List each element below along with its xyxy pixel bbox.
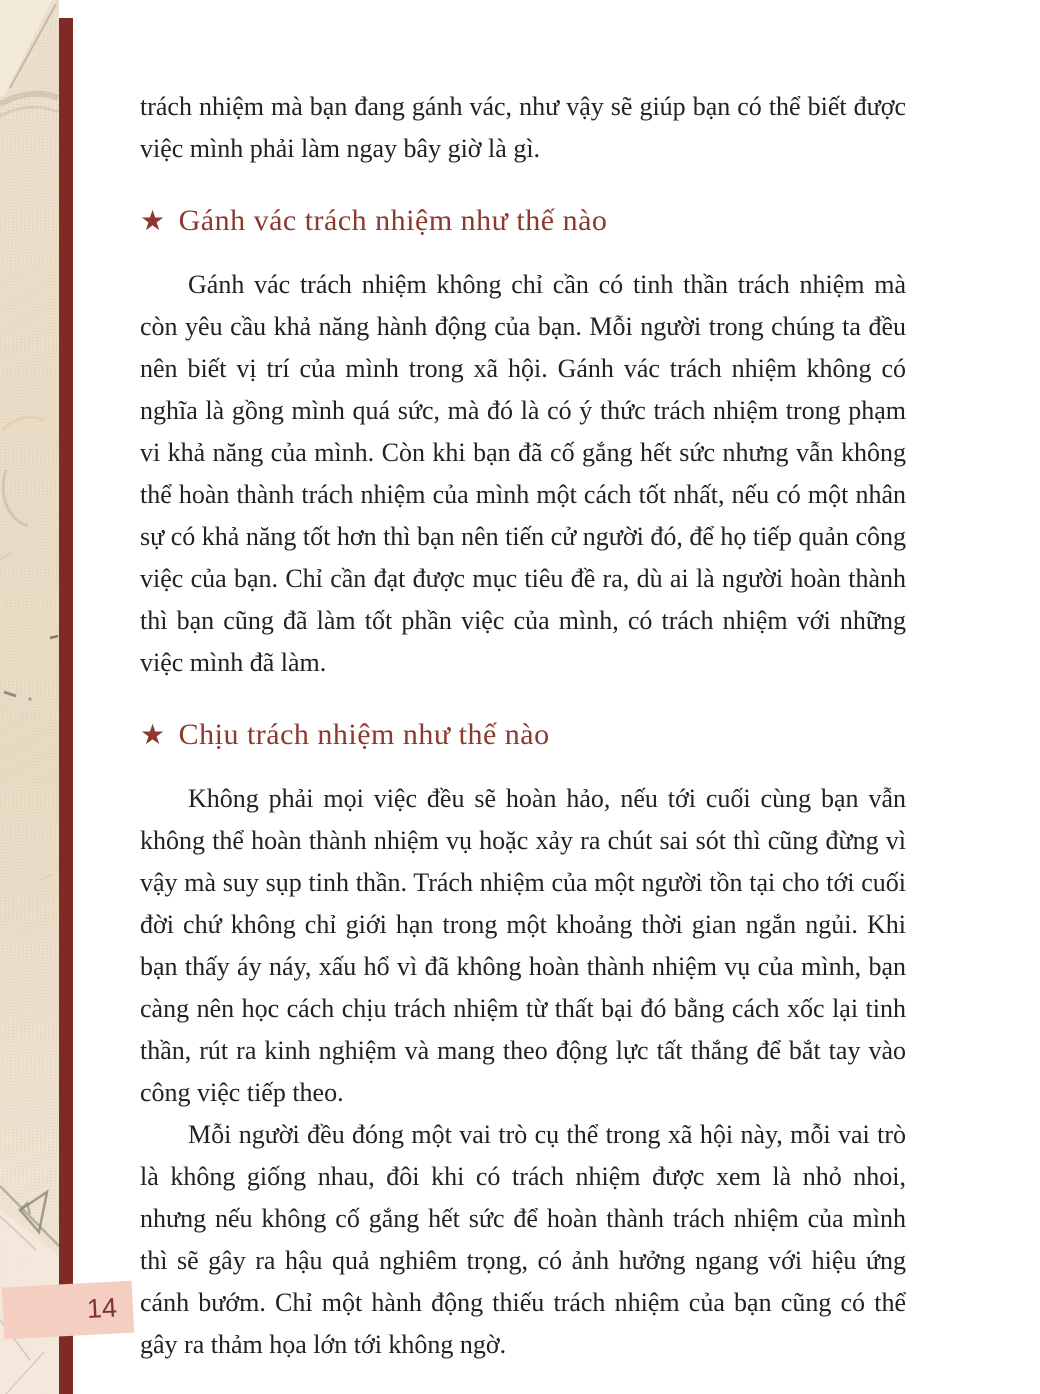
accent-bar	[59, 18, 73, 1394]
paragraph-continuation: trách nhiệm mà bạn đang gánh vác, như vậy sẽ giúp bạn có thể biết được việc mình phải làm ngay bây giờ là gì.	[140, 92, 906, 163]
section-heading-1-text: Gánh vác trách nhiệm như thế nào	[178, 204, 608, 237]
section-heading-2	[140, 715, 906, 756]
page-number-box	[2, 1281, 135, 1340]
star-icon: ★	[140, 720, 166, 751]
section-1-paragraph-1: Gánh vác trách nhiệm không chỉ cần có tinh thần trách nhiệm mà còn yêu cầu khả năng hành động của bạn. Mỗi người trong chúng ta đều nên biết vị trí của mình trong xã hội. Gánh vác trách nhiệm không có nghĩa là gồng mình quá sức, mà đó là có ý thức trách nhiệm trong phạm vi khả năng của mình. Còn khi bạn đã cố gắng hết sức nhưng vẫn không thể hoàn thành trách nhiệm của mình một cách tốt nhất, nếu có một nhân sự có khả năng tốt hơn thì bạn nên tiến cử người đó, để họ tiếp quản công việc của bạn. Chỉ cần đạt được mục tiêu đề ra, dù ai là người hoàn thành thì bạn cũng đã làm tốt phần việc của mình, có trách nhiệm với những việc mình đã làm.	[140, 270, 906, 677]
page-number: 14	[86, 1291, 118, 1324]
star-icon: ★	[140, 206, 166, 237]
section-2-paragraph-2: Mỗi người đều đóng một vai trò cụ thể trong xã hội này, mỗi vai trò là không giống nhau, đôi khi có trách nhiệm được xem là nhỏ nhoi, nhưng nếu không cố gắng hết sức để hoàn thành trách nhiệm của mình thì sẽ gây ra hậu quả nghiêm trọng, có ảnh hưởng ngang với hiệu ứng cánh bướm. Chỉ một hành động thiếu trách nhiệm của bạn cũng có thể gây ra thảm họa lớn tới không ngờ.	[140, 1120, 906, 1359]
paper-texture-marks	[0, 0, 59, 1394]
section-heading-1	[140, 201, 906, 242]
page-content	[140, 86, 906, 1366]
left-margin-texture	[0, 0, 59, 1394]
section-heading-2-text: Chịu trách nhiệm như thế nào	[178, 718, 550, 751]
section-2-paragraph-1: Không phải mọi việc đều sẽ hoàn hảo, nếu tới cuối cùng bạn vẫn không thể hoàn thành nhiệm vụ hoặc xảy ra chút sai sót thì cũng đừng vì vậy mà suy sụp tinh thần. Trách nhiệm của một người tồn tại cho tới cuối đời chứ không chỉ giới hạn trong một khoảng thời gian ngắn ngủi. Khi bạn thấy áy náy, xấu hổ vì đã không hoàn thành nhiệm vụ của mình, bạn càng nên học cách chịu trách nhiệm từ thất bại đó bằng cách xốc lại tinh thần, rút ra kinh nghiệm và mang theo động lực tất thắng để bắt tay vào công việc tiếp theo.	[140, 784, 906, 1107]
